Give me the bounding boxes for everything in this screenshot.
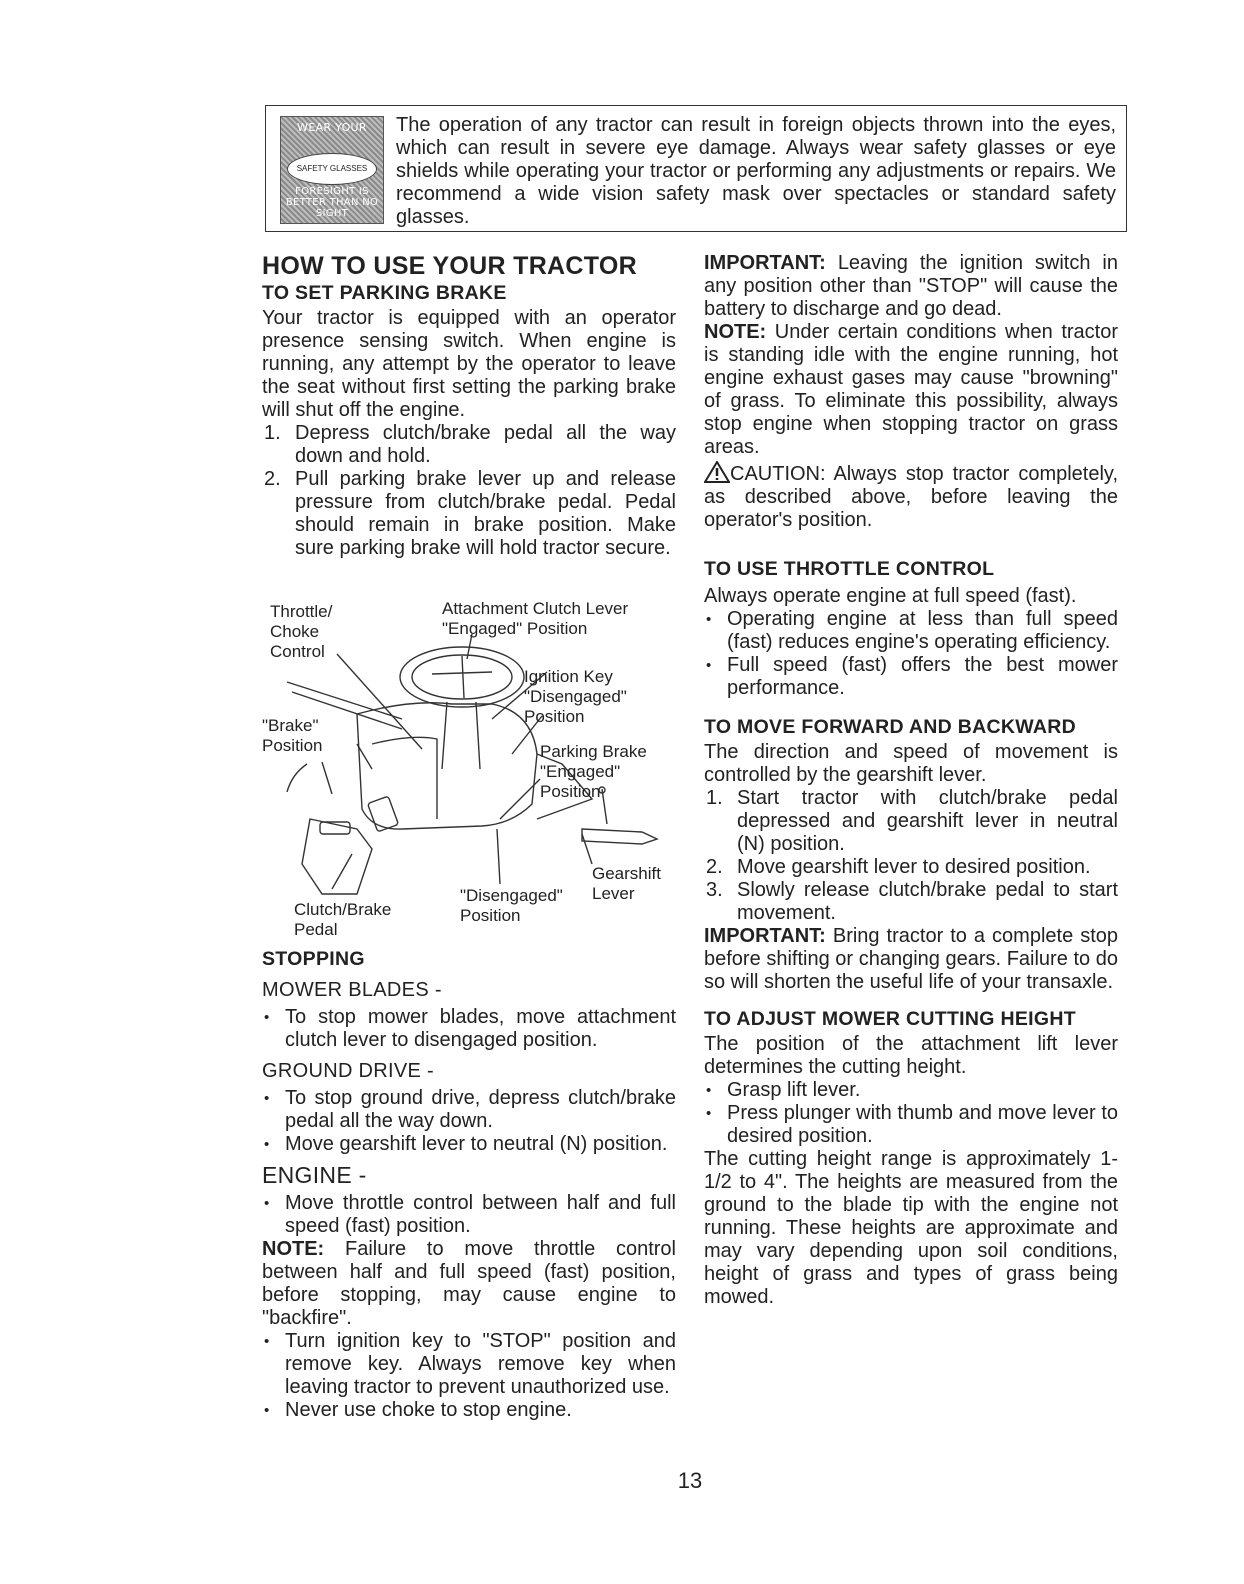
list-item: • To stop mower blades, move attachment clutch lever to disengaged position. bbox=[262, 1006, 676, 1052]
cutting-height-intro: The position of the attachment lift lever determines the cutting height. bbox=[704, 1033, 1118, 1078]
caution-icon bbox=[704, 461, 730, 483]
engine-note: NOTE: Failure to move throttle control between half and full speed (fast) position, before stopping, may cause engine to "backfire". bbox=[262, 1238, 676, 1329]
parking-brake-heading: TO SET PARKING BRAKE bbox=[262, 282, 507, 304]
mower-blades-list bbox=[262, 1006, 676, 1052]
badge-mid-text: SAFETY GLASSES bbox=[287, 153, 377, 185]
throttle-intro: Always operate engine at full speed (fast). bbox=[704, 585, 1077, 607]
move-heading: TO MOVE FORWARD AND BACKWARD bbox=[704, 716, 1077, 738]
parking-brake-steps bbox=[262, 422, 676, 560]
badge-bottom-text: FORESIGHT IS BETTER THAN NO SIGHT bbox=[285, 186, 379, 219]
ignition-key-label: Ignition Key "Disengaged" Position bbox=[524, 667, 627, 726]
clutch-brake-pedal-label: Clutch/Brake Pedal bbox=[294, 900, 392, 939]
brake-position-label: "Brake" Position bbox=[262, 716, 323, 755]
engine-list bbox=[262, 1192, 676, 1238]
list-item: • To stop ground drive, depress clutch/brake pedal all the way down. bbox=[262, 1087, 676, 1133]
important-ignition: IMPORTANT: Leaving the ignition switch in any position other than "STOP" will cause the battery to discharge and go dead. bbox=[704, 252, 1118, 320]
attachment-clutch-label: Attachment Clutch Lever "Engaged" Position bbox=[442, 599, 629, 638]
list-item: 1. Start tractor with clutch/brake pedal depressed and gearshift lever in neutral (N) position. bbox=[706, 787, 1118, 855]
warning-text: The operation of any tractor can result in foreign objects thrown into the eyes, which can result in severe eye damage. Always wear safety glasses or eye shields while operating your tractor or performing any adjustments or repairs. We recommend a wide vision safety mask over spectacles or standard safety glasses. bbox=[396, 114, 1116, 228]
tractor-controls-figure bbox=[262, 594, 672, 942]
safety-glasses-badge-icon bbox=[280, 116, 384, 224]
page-number: 13 bbox=[677, 1468, 703, 1493]
left-column-top bbox=[262, 252, 676, 560]
parking-brake-label: Parking Brake "Engaged" Position bbox=[540, 742, 647, 801]
badge-top-text: WEAR YOUR bbox=[297, 121, 367, 134]
list-item: • Turn ignition key to "STOP" position and remove key. Always remove key when leaving tractor to prevent unauthorized use. bbox=[262, 1330, 676, 1399]
note-browning: NOTE: Under certain conditions when tractor is standing idle with the engine running, hot engine exhaust gases may cause "browning" of grass. To eliminate this possibility, always stop engine when stopping tractor on grass areas. bbox=[704, 321, 1118, 458]
caution-stop: CAUTION: Always stop tractor completely, as described above, before leaving the operator's position. bbox=[704, 463, 1118, 531]
list-item: • Full speed (fast) offers the best mower performance. bbox=[704, 654, 1118, 700]
list-item: 2. Move gearshift lever to desired position. bbox=[706, 856, 1091, 878]
list-item: 1. Depress clutch/brake pedal all the way down and hold. bbox=[264, 422, 676, 467]
list-item: 2. Pull parking brake lever up and release pressure from clutch/brake pedal. Pedal should remain in brake position. Make sure parking brake will hold tractor secure. bbox=[264, 468, 676, 559]
list-item: • Operating engine at less than full speed (fast) reduces engine's operating efficiency. bbox=[704, 608, 1118, 654]
list-item: 3. Slowly release clutch/brake pedal to start movement. bbox=[706, 879, 1118, 924]
cutting-height-outro: The cutting height range is approximately 1-1/2 to 4". The heights are measured from the ground to the blade tip with the engine not running. These heights are approximate and may vary depending upon soil conditions, height of grass and types of grass being mowed. bbox=[704, 1148, 1118, 1308]
list-item: • Move gearshift lever to neutral (N) position. bbox=[262, 1133, 676, 1156]
section-title: HOW TO USE YOUR TRACTOR bbox=[262, 252, 637, 280]
engine-list-2 bbox=[262, 1330, 676, 1422]
cutting-height-list bbox=[704, 1079, 1118, 1148]
stopping-heading: STOPPING bbox=[262, 948, 365, 970]
parking-brake-intro: Your tractor is equipped with an operator presence sensing switch. When engine is running, any attempt by the operator to leave the seat without first setting the parking brake will shut off the engine. bbox=[262, 307, 676, 421]
list-item: • Never use choke to stop engine. bbox=[262, 1399, 676, 1422]
list-item: • Move throttle control between half and full speed (fast) position. bbox=[262, 1192, 676, 1238]
move-intro: The direction and speed of movement is controlled by the gearshift lever. bbox=[704, 741, 1118, 786]
throttle-heading: TO USE THROTTLE CONTROL bbox=[704, 558, 995, 580]
throttle-list bbox=[704, 608, 1118, 700]
list-item: • Grasp lift lever. bbox=[704, 1079, 1118, 1102]
list-item: • Press plunger with thumb and move lever to desired position. bbox=[704, 1102, 1118, 1148]
disengaged-position-label: "Disengaged" Position bbox=[460, 886, 563, 925]
move-steps bbox=[704, 787, 1118, 925]
throttle-choke-label: Throttle/ Choke Control bbox=[270, 602, 333, 661]
ground-drive-heading: GROUND DRIVE - bbox=[262, 1060, 434, 1082]
safety-warning-box bbox=[265, 105, 1127, 232]
cutting-height-heading: TO ADJUST MOWER CUTTING HEIGHT bbox=[704, 1008, 1076, 1030]
right-column bbox=[704, 252, 1118, 1309]
engine-heading: ENGINE - bbox=[262, 1162, 367, 1188]
mower-blades-heading: MOWER BLADES - bbox=[262, 979, 442, 1001]
gearshift-lever-label: Gearshift Lever bbox=[592, 864, 661, 903]
left-column-bottom bbox=[262, 948, 676, 1422]
ground-drive-list bbox=[262, 1087, 676, 1156]
important-gears: IMPORTANT: Bring tractor to a complete stop before shifting or changing gears. Failure to do so will shorten the useful life of your transaxle. bbox=[704, 925, 1118, 993]
